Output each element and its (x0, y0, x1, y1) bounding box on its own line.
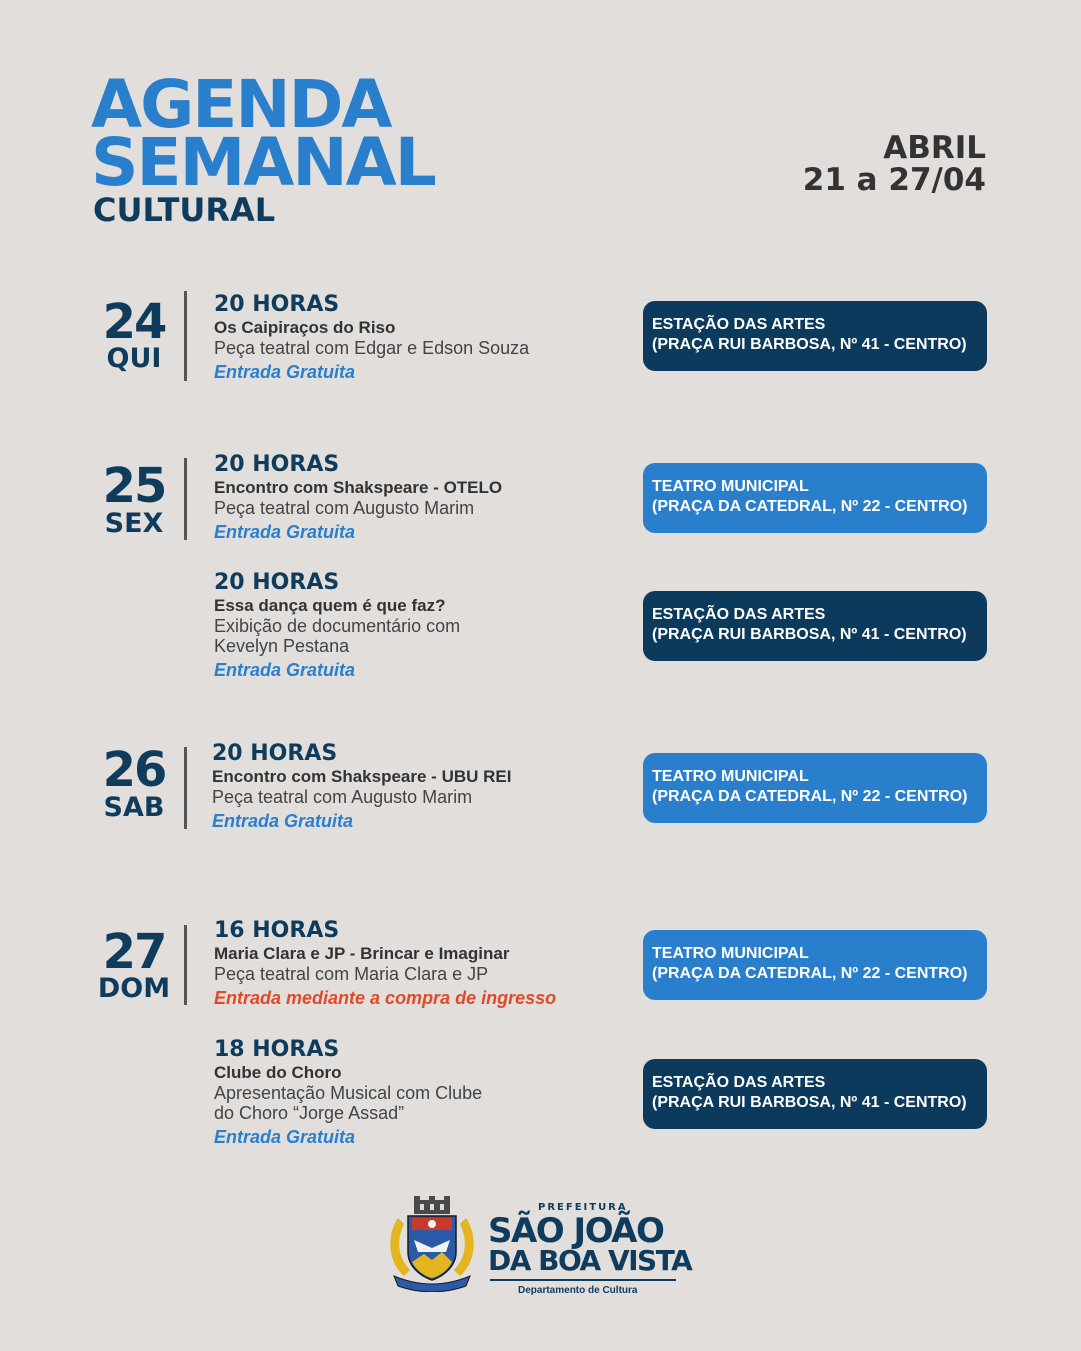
venue-address: (PRAÇA DA CATEDRAL, Nº 22 - CENTRO) (652, 788, 968, 805)
title-semanal: SEMANAL (91, 124, 435, 201)
event-time: 16 HORAS (214, 918, 340, 943)
day-divider (184, 458, 187, 540)
venue-badge (643, 301, 987, 371)
venue-name: ESTAÇÃO DAS ARTES (652, 606, 826, 623)
logo-divider (490, 1279, 676, 1281)
title-agenda: AGENDA (91, 66, 391, 143)
event-description-line: Exibição de documentário com (214, 616, 461, 636)
event-time: 18 HORAS (214, 1037, 340, 1062)
venue-badge (643, 1059, 987, 1129)
event-item (214, 1037, 614, 1149)
day-number: 25 (102, 458, 166, 514)
venue-name: TEATRO MUNICIPAL (652, 945, 809, 962)
day-number: 26 (102, 742, 166, 798)
event-description-line: Kevelyn Pestana (214, 636, 350, 656)
event-item (212, 741, 612, 833)
event-entry: Entrada Gratuita (214, 660, 356, 680)
venue-name: TEATRO MUNICIPAL (652, 768, 809, 785)
event-item (214, 292, 614, 384)
event-entry-paid: Entrada mediante a compra de ingresso (214, 988, 557, 1008)
logo-prefeitura: PREFEITURA (538, 1202, 628, 1213)
event-description-line: Apresentação Musical com Clube (214, 1083, 483, 1103)
date-header (803, 132, 986, 196)
venue-address: (PRAÇA DA CATEDRAL, Nº 22 - CENTRO) (652, 498, 968, 515)
date-range: 21 a 27/04 (802, 162, 986, 198)
venue-badge (643, 753, 987, 823)
venue-address: (PRAÇA RUI BARBOSA, Nº 41 - CENTRO) (652, 1094, 967, 1111)
venue-name: TEATRO MUNICIPAL (652, 478, 809, 495)
month-label: ABRIL (883, 130, 986, 166)
venue-address: (PRAÇA RUI BARBOSA, Nº 41 - CENTRO) (652, 336, 967, 353)
event-item (214, 570, 614, 682)
day-name: SEX (104, 508, 164, 539)
event-name: Essa dança quem é que faz? (214, 596, 446, 615)
event-item (214, 452, 614, 544)
venue-name: ESTAÇÃO DAS ARTES (652, 1074, 826, 1091)
logo-city-line1: SÃO JOÃO (488, 1211, 664, 1251)
venue-badge (643, 930, 987, 1000)
coat-of-arms-icon (384, 1196, 480, 1292)
day-name: DOM (97, 973, 171, 1004)
event-entry: Entrada Gratuita (212, 811, 354, 831)
event-name: Encontro com Shakspeare - OTELO (214, 478, 503, 497)
event-description-line: do Choro “Jorge Assad” (214, 1103, 405, 1123)
venue-name: ESTAÇÃO DAS ARTES (652, 316, 826, 333)
event-entry: Entrada Gratuita (214, 1127, 356, 1147)
venue-address: (PRAÇA RUI BARBOSA, Nº 41 - CENTRO) (652, 626, 967, 643)
event-entry: Entrada Gratuita (214, 362, 356, 382)
event-description: Peça teatral com Maria Clara e JP (214, 964, 489, 984)
event-time: 20 HORAS (214, 452, 340, 477)
day-name: SAB (103, 792, 165, 823)
event-description: Peça teatral com Augusto Marim (214, 498, 475, 518)
logo-city-line2: DA BOA VISTA (488, 1244, 692, 1277)
event-entry: Entrada Gratuita (214, 522, 356, 542)
venue-badge (643, 463, 987, 533)
logo-department: Departamento de Cultura (518, 1285, 638, 1296)
event-time: 20 HORAS (214, 292, 340, 317)
event-name: Os Caipiraços do Riso (214, 318, 396, 337)
event-description: Peça teatral com Edgar e Edson Souza (214, 338, 530, 358)
day-number: 24 (102, 294, 166, 350)
day-name: QUI (106, 343, 162, 374)
day-divider (184, 925, 187, 1005)
day-divider (184, 747, 187, 829)
event-time: 20 HORAS (214, 570, 340, 595)
day-number: 27 (102, 924, 166, 980)
venue-badge (643, 591, 987, 661)
event-description: Peça teatral com Augusto Marim (212, 787, 473, 807)
day-divider (184, 291, 187, 381)
venue-address: (PRAÇA DA CATEDRAL, Nº 22 - CENTRO) (652, 965, 968, 982)
event-name: Clube do Choro (214, 1063, 342, 1082)
event-time: 20 HORAS (212, 741, 338, 766)
event-item (214, 918, 634, 1010)
event-name: Encontro com Shakspeare - UBU REI (212, 767, 512, 786)
event-name: Maria Clara e JP - Brincar e Imaginar (214, 944, 510, 963)
title-cultural: CULTURAL (93, 191, 276, 229)
